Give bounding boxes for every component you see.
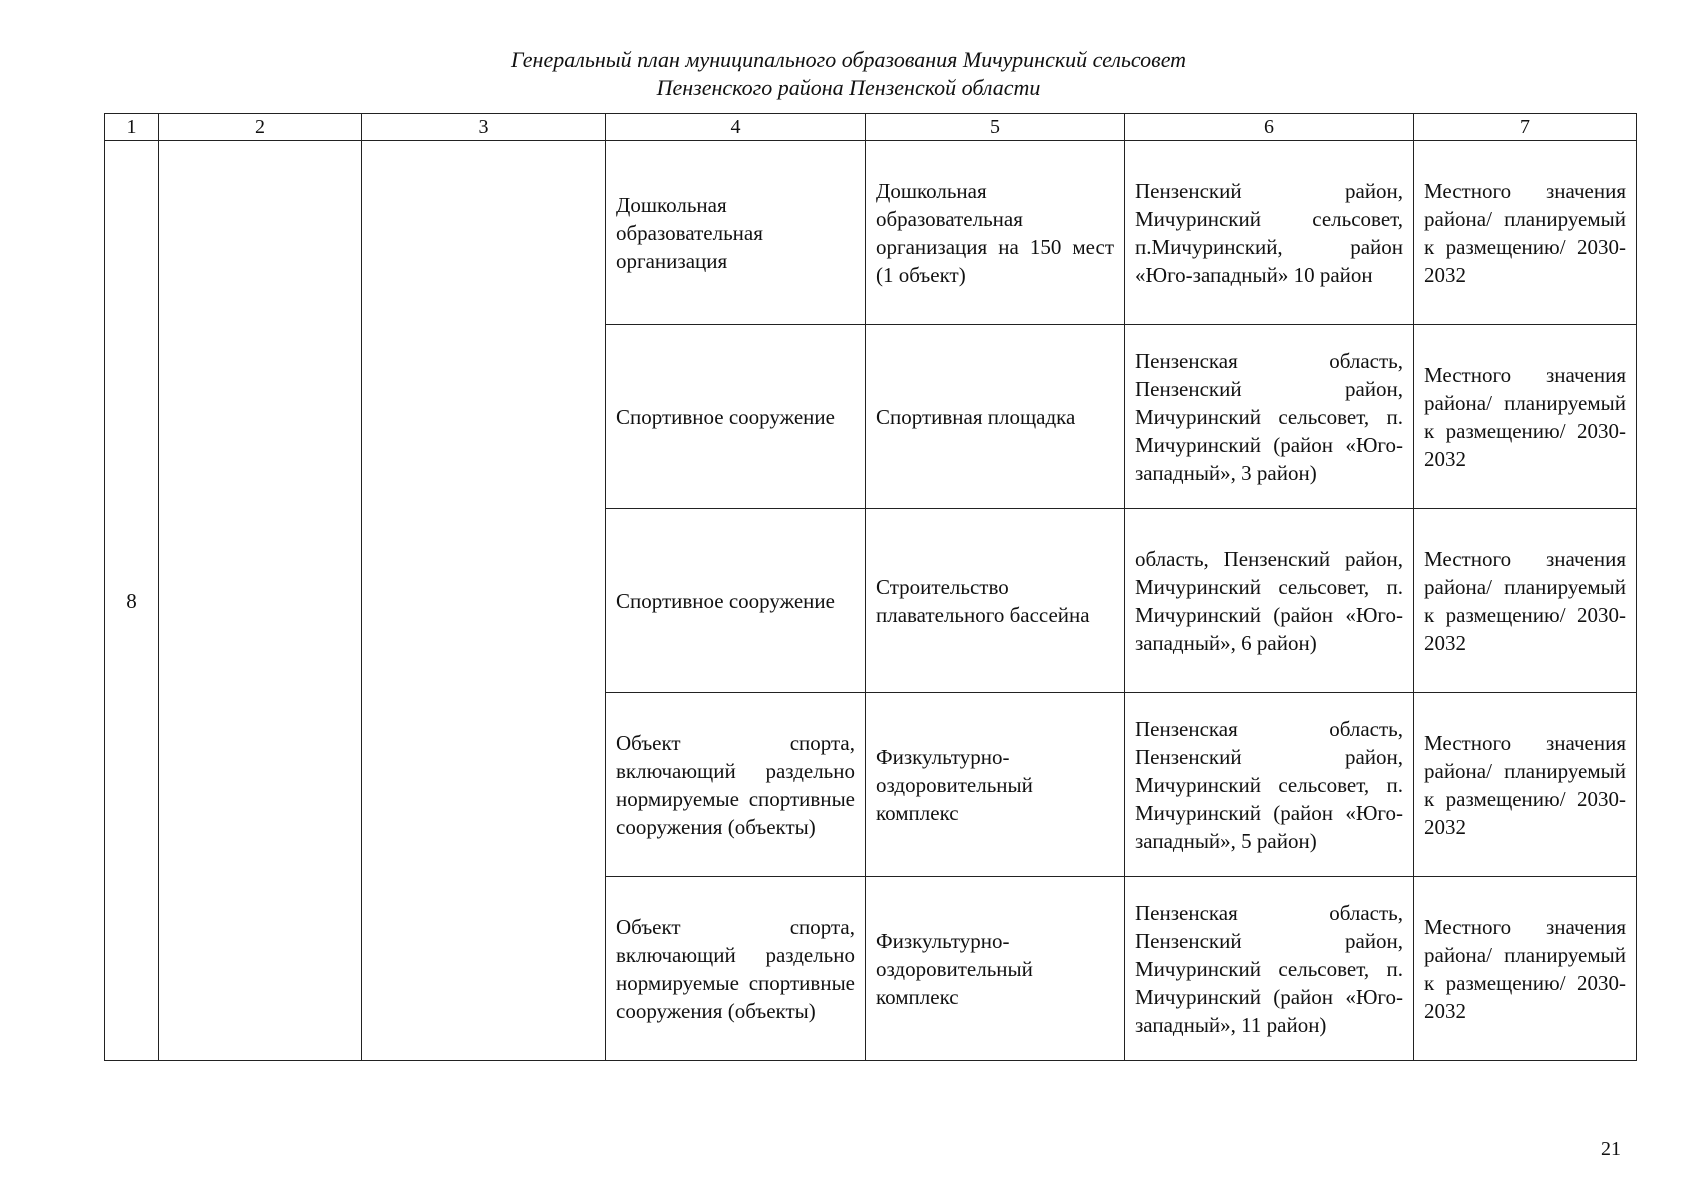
empty-cell-col3 [362,141,606,1061]
object-status-cell: Местного значения района/ планируемый к размещению/ 2030-2032 [1414,325,1637,509]
page-number: 21 [1601,1138,1621,1160]
column-number: 3 [362,114,606,141]
group-number-cell: 8 [105,141,159,1061]
object-status-cell: Местного значения района/ планируемый к размещению/ 2030-2032 [1414,693,1637,877]
column-number: 4 [606,114,866,141]
object-location-cell: Пензенская область, Пензенский район, Мичуринский сельсовет, п. Мичуринский (район «Юго-западный», 11 район) [1125,877,1414,1061]
object-status-cell: Местного значения района/ планируемый к размещению/ 2030-2032 [1414,509,1637,693]
column-number: 5 [866,114,1125,141]
object-name-cell: Строительство плавательного бассейна [866,509,1125,693]
object-status-cell: Местного значения района/ планируемый к размещению/ 2030-2032 [1414,141,1637,325]
object-name-cell: Дошкольная образовательная организация на 150 мест (1 объект) [866,141,1125,325]
object-location-cell: область, Пензенский район, Мичуринский сельсовет, п. Мичуринский (район «Юго-западный», 6 район) [1125,509,1414,693]
column-number: 2 [159,114,362,141]
object-location-cell: Пензенская область, Пензенский район, Мичуринский сельсовет, п. Мичуринский (район «Юго-западный», 3 район) [1125,325,1414,509]
object-status-cell: Местного значения района/ планируемый к размещению/ 2030-2032 [1414,877,1637,1061]
object-location-cell: Пензенская область, Пензенский район, Мичуринский сельсовет, п. Мичуринский (район «Юго-западный», 5 район) [1125,693,1414,877]
column-number: 7 [1414,114,1637,141]
table-row [105,141,1637,325]
objects-table [104,113,1637,1061]
object-type-cell: Спортивное сооружение [606,325,866,509]
object-type-cell: Дошкольная образовательная организация [606,141,866,325]
header-line-2: Пензенского района Пензенской области [656,75,1041,100]
empty-cell-col2 [159,141,362,1061]
header-line-1: Генеральный план муниципального образования Мичуринский сельсовет [510,47,1187,72]
object-type-cell: Спортивное сооружение [606,509,866,693]
object-location-cell: Пензенский район, Мичуринский сельсовет, п.Мичуринский, район «Юго-западный» 10 район [1125,141,1414,325]
object-name-cell: Спортивная площадка [866,325,1125,509]
object-type-cell: Объект спорта, включающий раздельно нормируемые спортивные сооружения (объекты) [606,877,866,1061]
object-name-cell: Физкультурно-оздоровительный комплекс [866,877,1125,1061]
column-number-row [105,114,1637,141]
column-number: 1 [105,114,159,141]
object-name-cell: Физкультурно-оздоровительный комплекс [866,693,1125,877]
document-header [0,46,1697,102]
column-number: 6 [1125,114,1414,141]
object-type-cell: Объект спорта, включающий раздельно нормируемые спортивные сооружения (объекты) [606,693,866,877]
